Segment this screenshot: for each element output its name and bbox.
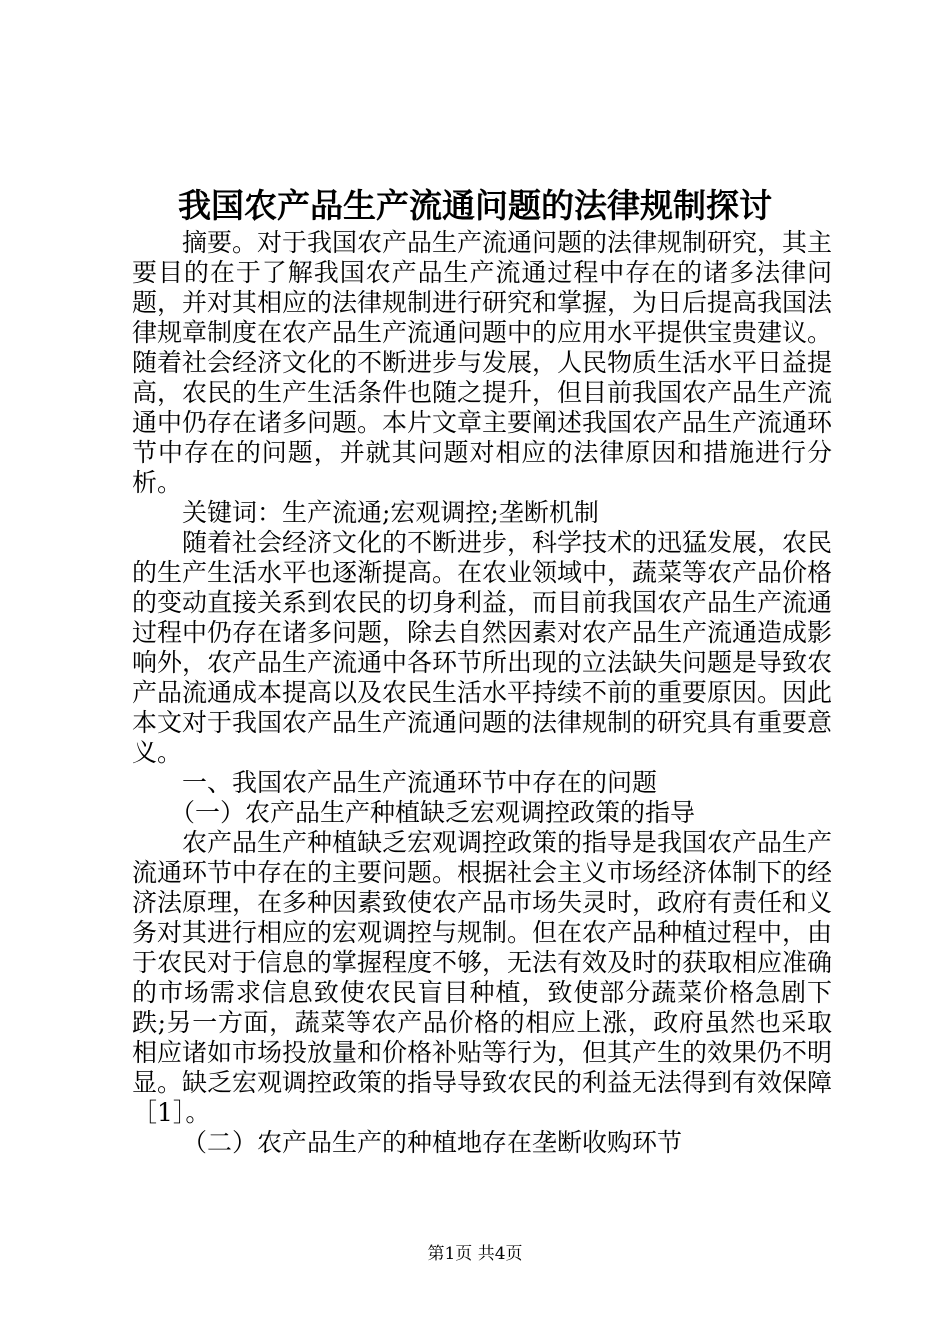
subsection-heading-1: （一）农产品生产种植缺乏宏观调控政策的指导 <box>170 798 696 827</box>
document-body <box>132 228 832 1158</box>
keywords-paragraph: 关键词：生产流通;宏观调控;垄断机制 <box>182 498 599 527</box>
subsection-1-paragraph: 农产品生产种植缺乏宏观调控政策的指导是我国农产品生产流通环节中存在的主要问题。根据社会主义市场经济体制下的经济法原理，在多种因素致使农产品市场失灵时，政府有责任和义务对其进行相应的宏观调控与规制。但在农产品种植过程中，由于农民对于信息的掌握程度不够，无法有效及时的获取相应准确的市场需求信息致使农民盲目种植，致使部分蔬菜价格急剧下跌;另一方面，蔬菜等农产品价格的相应上涨，政府虽然也采取相应诸如市场投放量和价格补贴等行为，但其产生的效果仍不明显。缺乏宏观调控政策的指导导致农民的利益无法得到有效保障［1］。 <box>132 828 833 1127</box>
document-title: 我国农产品生产流通问题的法律规制探讨 <box>178 186 772 225</box>
abstract-paragraph: 摘要。对于我国农产品生产流通问题的法律规制研究，其主要目的在于了解我国农产品生产流通过程中存在的诸多法律问题，并对其相应的法律规制进行研究和掌握，为日后提高我国法律规章制度在农产品生产流通问题中的应用水平提供宝贵建议。随着社会经济文化的不断进步与发展，人民物质生活水平日益提高，农民的生产生活条件也随之提升，但目前我国农产品生产流通中仍存在诸多问题。本片文章主要阐述我国农产品生产流通环节中存在的问题，并就其问题对相应的法律原因和措施进行分析。 <box>132 228 833 497</box>
page-footer: 第1页 共4页 <box>427 1244 523 1264</box>
subsection-heading-2: （二）农产品生产的种植地存在垄断收购环节 <box>182 1128 683 1157</box>
section-heading-1: 一、我国农产品生产流通环节中存在的问题 <box>182 768 658 797</box>
intro-paragraph: 随着社会经济文化的不断进步，科学技术的迅猛发展，农民的生产生活水平也逐渐提高。在农业领域中，蔬菜等农产品价格的变动直接关系到农民的切身利益，而目前我国农产品生产流通过程中仍存在诸多问题，除去自然因素对农产品生产流通造成影响外，农产品生产流通中各环节所出现的立法缺失问题是导致农产品流通成本提高以及农民生活水平持续不前的重要原因。因此本文对于我国农产品生产流通问题的法律规制的研究具有重要意义。 <box>132 528 833 767</box>
